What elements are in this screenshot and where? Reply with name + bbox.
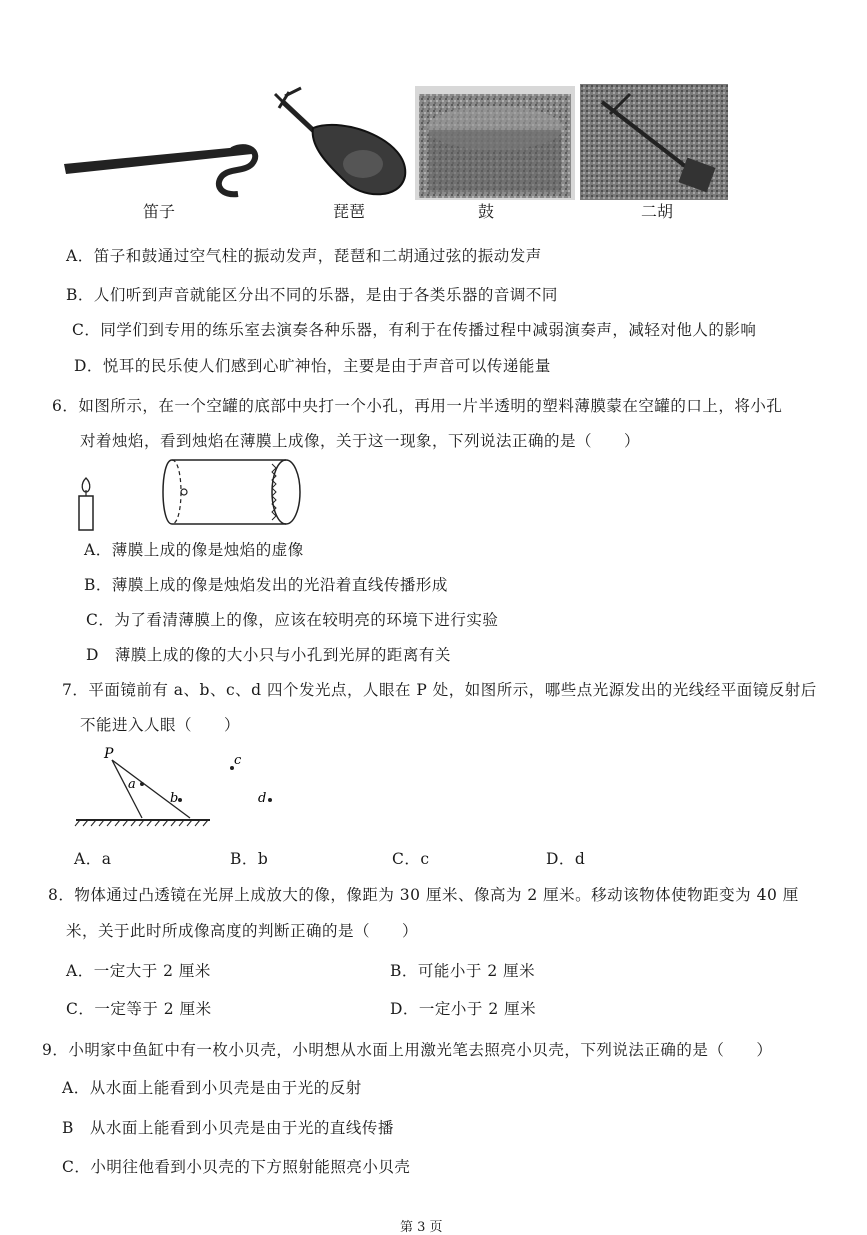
q7-option-c: C．c xyxy=(392,850,430,868)
pipa-icon xyxy=(265,86,410,201)
q8-stem-line1: 8．物体通过凸透镜在光屏上成放大的像，像距为 30 厘米、像高为 2 厘米。移动该物体使物距变为 40 厘 xyxy=(48,886,799,904)
caption-drum: 鼓 xyxy=(478,202,495,221)
q9-option-a: A．从水面上能看到小贝壳是由于光的反射 xyxy=(62,1079,362,1097)
page-number: 第 3 页 xyxy=(400,1220,443,1235)
can-icon xyxy=(163,460,300,524)
q5-option-d: D．悦耳的民乐使人们感到心旷神怡，主要是由于声音可以传递能量 xyxy=(74,357,551,375)
q6-option-b: B．薄膜上成的像是烛焰发出的光沿着直线传播形成 xyxy=(84,576,448,594)
q9-option-c: C．小明往他看到小贝壳的下方照射能照亮小贝壳 xyxy=(62,1158,411,1176)
label-c: c xyxy=(234,753,242,768)
q5-option-b: B．人们听到声音就能区分出不同的乐器，是由于各类乐器的音调不同 xyxy=(66,286,558,304)
plane-mirror-diagram xyxy=(70,740,290,830)
q6-option-a: A．薄膜上成的像是烛焰的虚像 xyxy=(84,541,304,559)
pinhole-camera-diagram xyxy=(74,452,314,534)
q8-stem-line2: 米，关于此时所成像高度的判断正确的是（ ） xyxy=(66,922,419,940)
label-b: b xyxy=(170,791,179,806)
caption-flute: 笛子 xyxy=(143,202,176,221)
q8-option-a: A．一定大于 2 厘米 xyxy=(66,962,211,980)
q5-option-c: C．同学们到专用的练乐室去演奏各种乐器，有利于在传播过程中减弱演奏声，减轻对他人的影响 xyxy=(72,321,757,339)
q8-option-b: B．可能小于 2 厘米 xyxy=(390,962,536,980)
q6-option-d: D 薄膜上成的像的大小只与小孔到光屏的距离有关 xyxy=(86,646,451,664)
q7-option-a: A．a xyxy=(74,850,112,868)
q7-stem-line2: 不能进入人眼（ ） xyxy=(80,716,241,734)
q9-option-b: B 从水面上能看到小贝壳是由于光的直线传播 xyxy=(62,1119,394,1137)
flute-icon xyxy=(62,128,262,200)
q6-stem-line1: 6．如图所示，在一个空罐的底部中央打一个小孔，再用一片半透明的塑料薄膜蒙在空罐的口上，将小孔 xyxy=(52,397,783,415)
drum-photo xyxy=(415,86,575,200)
q6-option-c: C．为了看清薄膜上的像，应该在较明亮的环境下进行实验 xyxy=(86,611,499,629)
label-a: a xyxy=(128,777,136,792)
q9-stem-line1: 9．小明家中鱼缸中有一枚小贝壳，小明想从水面上用激光笔去照亮小贝壳，下列说法正确的是（ ） xyxy=(42,1041,773,1059)
caption-erhu: 二胡 xyxy=(641,202,674,221)
q8-option-c: C．一定等于 2 厘米 xyxy=(66,1000,212,1018)
label-d: d xyxy=(258,791,267,806)
q6-stem-line2: 对着烛焰，看到烛焰在薄膜上成像，关于这一现象，下列说法正确的是（ ） xyxy=(80,432,641,450)
q5-option-a: A．笛子和鼓通过空气柱的振动发声，琵琶和二胡通过弦的振动发声 xyxy=(66,247,542,265)
q7-stem-line1: 7．平面镜前有 a、b、c、d 四个发光点，人眼在 P 处，如图所示，哪些点光源发出的光线经平面镜反射后 xyxy=(62,681,817,699)
label-p: P xyxy=(104,746,114,762)
caption-pipa: 琵琶 xyxy=(333,202,366,221)
q7-option-b: B．b xyxy=(230,850,269,868)
candle-icon xyxy=(79,478,93,530)
q7-option-d: D．d xyxy=(546,850,586,868)
q8-option-d: D．一定小于 2 厘米 xyxy=(390,1000,537,1018)
erhu-photo xyxy=(580,84,728,200)
